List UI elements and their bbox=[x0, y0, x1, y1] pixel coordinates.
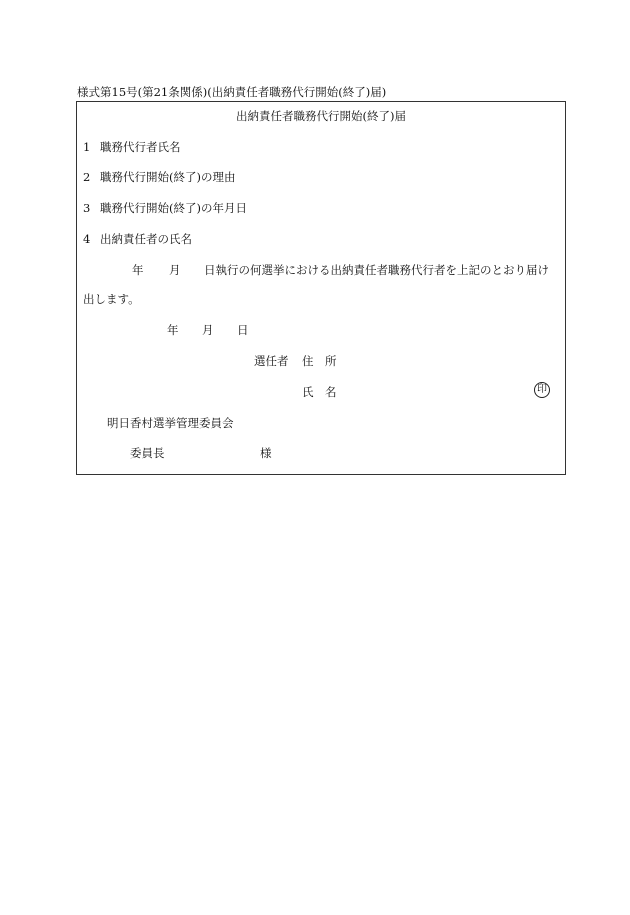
chair-title: 委員長 bbox=[130, 446, 165, 460]
item-label: 職務代行者氏名 bbox=[100, 140, 181, 154]
item-number: 3 bbox=[83, 201, 91, 215]
statement-line1: 日執行の何選挙における出納責任者職務代行者を上記のとおり届け bbox=[204, 263, 549, 277]
statement-line2: 出します。 bbox=[83, 292, 140, 306]
item-row bbox=[83, 172, 235, 184]
item-label: 職務代行開始(終了)の年月日 bbox=[100, 201, 247, 215]
honorific: 様 bbox=[260, 446, 272, 460]
statement-year: 年 bbox=[132, 263, 144, 277]
item-label: 職務代行開始(終了)の理由 bbox=[100, 170, 236, 184]
seal-mark: 印 bbox=[534, 382, 550, 398]
statement-month: 月 bbox=[169, 263, 181, 277]
item-row bbox=[83, 203, 247, 215]
committee-name: 明日香村選挙管理委員会 bbox=[107, 416, 234, 430]
item-number: 4 bbox=[83, 232, 91, 246]
date-month: 月 bbox=[202, 323, 214, 337]
form-box bbox=[76, 101, 566, 475]
name-label: 氏 名 bbox=[302, 385, 337, 399]
form-title: 出納責任者職務代行開始(終了)届 bbox=[236, 109, 406, 123]
item-number: 1 bbox=[83, 140, 91, 154]
form-caption: 様式第15号(第21条関係)(出納責任者職務代行開始(終了)届) bbox=[77, 85, 387, 99]
item-number: 2 bbox=[83, 170, 91, 184]
item-row bbox=[83, 142, 181, 154]
date-day: 日 bbox=[237, 323, 249, 337]
submitter-role: 選任者 bbox=[254, 354, 289, 368]
address-label: 住 所 bbox=[302, 354, 337, 368]
date-year: 年 bbox=[167, 323, 179, 337]
item-label: 出納責任者の氏名 bbox=[100, 232, 192, 246]
item-row bbox=[83, 234, 192, 246]
